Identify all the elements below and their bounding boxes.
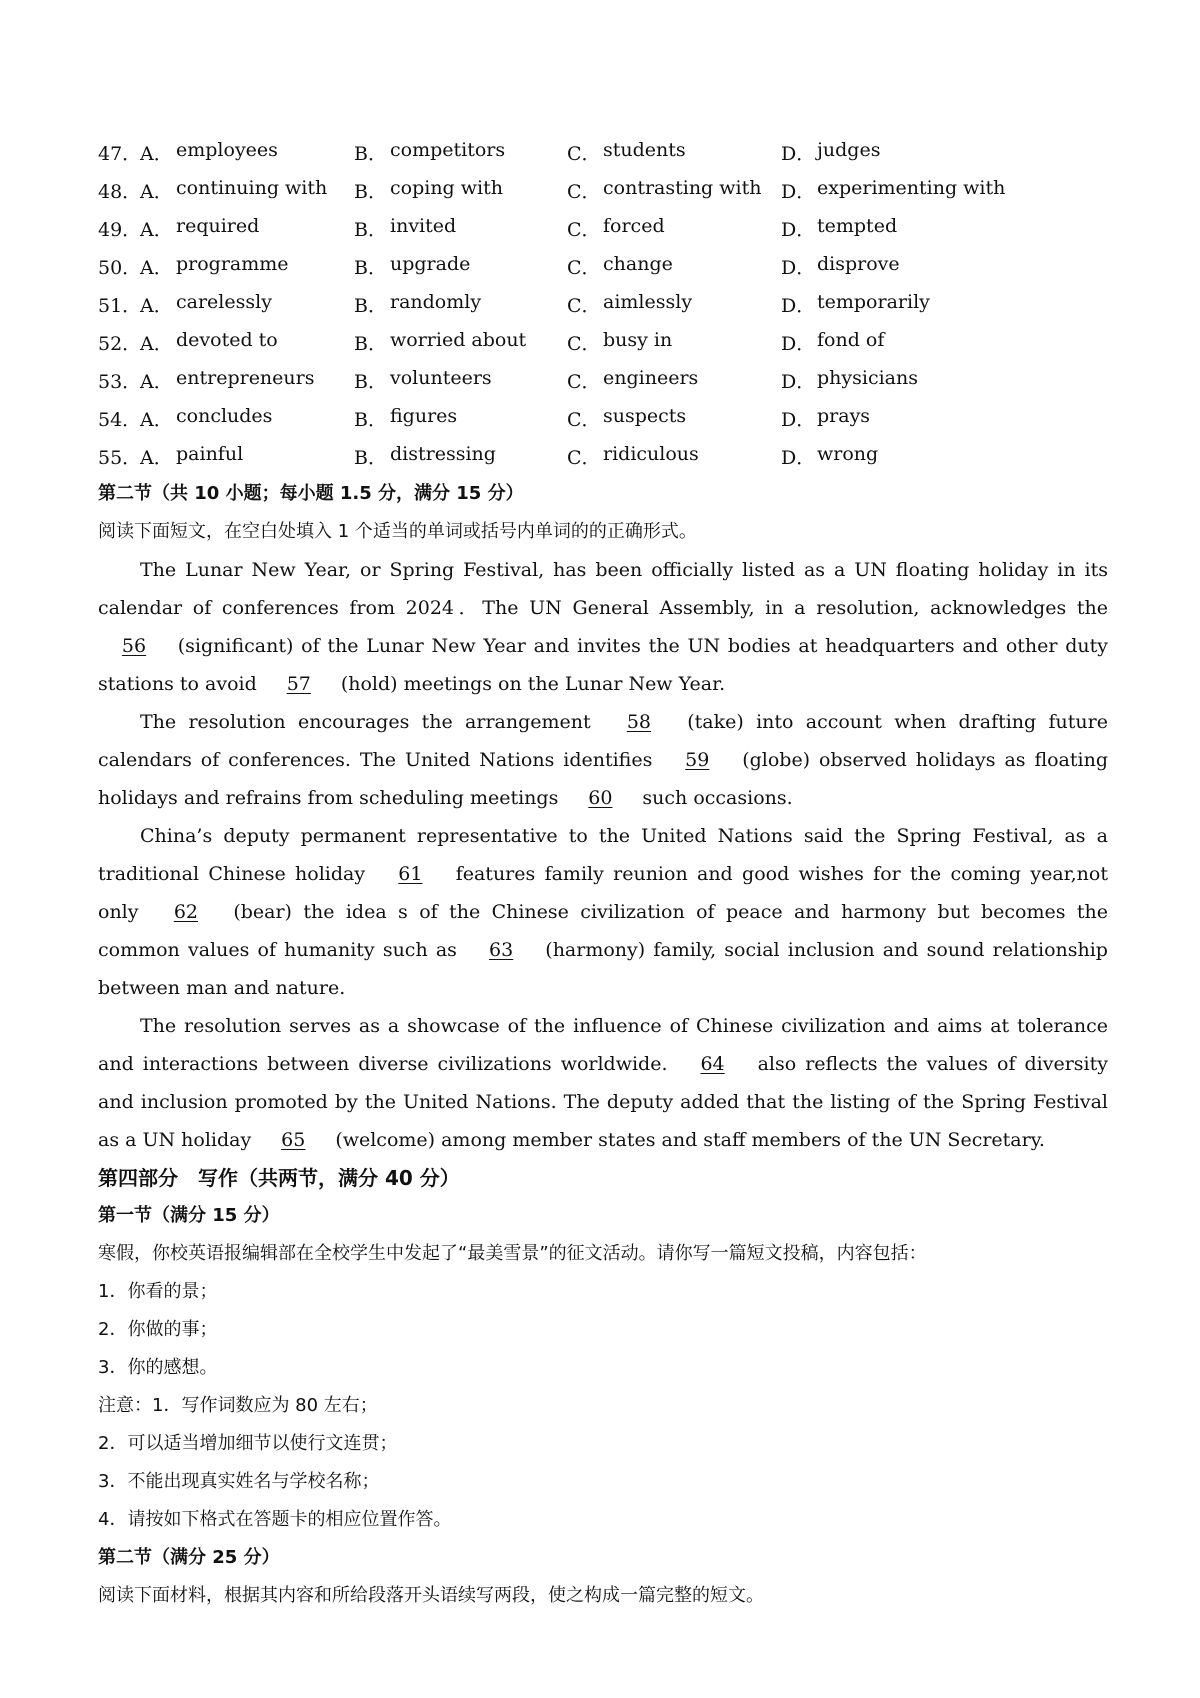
answer-option[interactable] — [140, 367, 354, 394]
answer-option[interactable] — [567, 443, 781, 470]
content-item-2: 2．你做的事； — [98, 1319, 218, 1340]
passage-paragraph-1: The Lunar New Year, or Spring Festival, has been officially listed as a UN floating holiday in its calendar of conferences from 2024．The UN General Assembly, in a resolution, acknowledges the 56 (significant) of the Lunar New Year and invites the UN bodies at headquarters and other duty stations to avoid 57 (hold) meetings on the Lunar New Year. — [98, 551, 1108, 703]
option-text: physicians — [817, 366, 918, 389]
option-text: temporarily — [817, 290, 930, 313]
mcq-row — [98, 133, 1108, 171]
option-letter: C． — [567, 294, 601, 317]
answer-option[interactable] — [567, 139, 781, 166]
answer-option[interactable] — [140, 291, 354, 318]
option-text: painful — [176, 442, 244, 465]
answer-option[interactable] — [567, 367, 781, 394]
mcq-list — [98, 133, 1108, 475]
option-letter: B． — [354, 332, 387, 355]
part4-section1-heading: 第一节（满分 15 分） — [98, 1205, 280, 1226]
question-number: 54． — [98, 408, 142, 431]
option-text: volunteers — [390, 366, 492, 389]
note-4: 4．请按如下格式在答题卡的相应位置作答。 — [98, 1509, 452, 1530]
answer-option[interactable] — [354, 253, 567, 280]
option-letter: A． — [140, 256, 173, 279]
option-letter: C． — [567, 256, 601, 279]
answer-option[interactable] — [781, 329, 1081, 356]
option-text: tempted — [817, 214, 898, 237]
option-letter: D． — [781, 408, 816, 431]
option-text: change — [603, 252, 673, 275]
option-text: distressing — [390, 442, 496, 465]
option-letter: D． — [781, 218, 816, 241]
answer-option[interactable] — [567, 329, 781, 356]
answer-option[interactable] — [781, 215, 1081, 242]
answer-option[interactable] — [567, 253, 781, 280]
option-text: experimenting with — [817, 176, 1006, 199]
answer-option[interactable] — [140, 215, 354, 242]
option-text: randomly — [390, 290, 482, 313]
blank-58[interactable]: 58 — [626, 711, 652, 733]
answer-option[interactable] — [567, 405, 781, 432]
answer-option[interactable] — [781, 405, 1081, 432]
passage-paragraph-3: China’s deputy permanent representative to the United Nations said the Spring Festival, as a traditional Chinese holiday 61 features family reunion and good wishes for the coming year,not only 62 (bear) the idea s of the Chinese civilization of peace and harmony but becomes the common values of humanity such as 63 (harmony) family, social inclusion and sound relationship between man and nature. — [98, 825, 1108, 999]
option-text: students — [603, 138, 686, 161]
part4-section2-prompt: 阅读下面材料，根据其内容和所给段落开头语续写两段，使之构成一篇完整的短文。 — [98, 1585, 764, 1606]
mcq-row — [98, 171, 1108, 209]
option-text: busy in — [603, 328, 673, 351]
answer-option[interactable] — [354, 367, 567, 394]
mcq-row — [98, 399, 1108, 437]
option-letter: B． — [354, 256, 387, 279]
content-item-3: 3．你的感想。 — [98, 1357, 218, 1378]
option-letter: C． — [567, 142, 601, 165]
option-letter: A． — [140, 218, 173, 241]
option-letter: A． — [140, 142, 173, 165]
option-letter: C． — [567, 332, 601, 355]
mcq-row — [98, 361, 1108, 399]
passage-paragraph-4: The resolution serves as a showcase of the influence of Chinese civilization and aims at tolerance and interactions between diverse civilizations worldwide. 64 also reflects the values of diversity and inclusion promoted by the United Nations. The deputy added that the listing of the Spring Festival as a UN holiday 65 (welcome) among member states and staff members of the UN Secretary. — [98, 1007, 1108, 1159]
note-2: 2．可以适当增加细节以使行文连贯； — [98, 1433, 398, 1454]
part4-heading: 第四部分 写作（共两节，满分 40 分） — [98, 1166, 460, 1190]
mcq-row — [98, 437, 1108, 475]
option-letter: D． — [781, 332, 816, 355]
option-text: fond of — [817, 328, 885, 351]
section2-heading: 第二节（共 10 小题；每小题 1.5 分，满分 15 分） — [98, 483, 524, 504]
option-letter: A． — [140, 294, 173, 317]
answer-option[interactable] — [140, 139, 354, 166]
option-letter: B． — [354, 370, 387, 393]
option-text: devoted to — [176, 328, 278, 351]
answer-option[interactable] — [781, 443, 1081, 470]
answer-option[interactable] — [354, 291, 567, 318]
answer-option[interactable] — [354, 215, 567, 242]
blank-61[interactable]: 61 — [398, 863, 423, 885]
option-text: contrasting with — [603, 176, 762, 199]
option-letter: C． — [567, 370, 601, 393]
part4-section1-prompt: 寒假，你校英语报编辑部在全校学生中发起了“最美雪景”的征文活动。请你写一篇短文投稿，内容包括： — [98, 1243, 927, 1264]
answer-option[interactable] — [140, 443, 354, 470]
answer-option[interactable] — [354, 139, 567, 166]
option-text: employees — [176, 138, 278, 161]
blank-57[interactable]: 57 — [286, 673, 311, 695]
answer-option[interactable] — [781, 139, 1081, 166]
answer-option[interactable] — [567, 177, 781, 204]
option-letter: B． — [354, 142, 387, 165]
option-letter: A． — [140, 180, 173, 203]
option-letter: C． — [567, 180, 601, 203]
content-item-1: 1．你看的景； — [98, 1281, 218, 1302]
answer-option[interactable] — [781, 253, 1081, 280]
option-text: figures — [390, 404, 458, 427]
answer-option[interactable] — [354, 443, 567, 470]
option-letter: D． — [781, 446, 816, 469]
option-text: upgrade — [390, 252, 471, 275]
answer-option[interactable] — [567, 291, 781, 318]
option-text: engineers — [603, 366, 699, 389]
answer-option[interactable] — [781, 367, 1081, 394]
option-text: coping with — [390, 176, 503, 199]
option-text: disprove — [817, 252, 900, 275]
option-text: worried about — [390, 328, 527, 351]
option-text: ridiculous — [603, 442, 699, 465]
option-letter: D． — [781, 142, 816, 165]
option-text: invited — [390, 214, 457, 237]
answer-option[interactable] — [781, 177, 1081, 204]
answer-option[interactable] — [354, 177, 567, 204]
option-text: prays — [817, 404, 871, 427]
option-text: forced — [603, 214, 665, 237]
answer-option[interactable] — [140, 329, 354, 356]
passage-paragraph-2: The resolution encourages the arrangement 58 (take) into account when drafting future calendars of conferences. The United Nations identifies 59 (globe) observed holidays as floating holidays and refrains from scheduling meetings 60 such occasions. — [98, 703, 1108, 817]
option-text: continuing with — [176, 176, 328, 199]
note-1: 注意：1．写作词数应为 80 左右； — [98, 1395, 378, 1416]
option-text: competitors — [390, 138, 506, 161]
answer-option[interactable] — [140, 405, 354, 432]
answer-option[interactable] — [140, 253, 354, 280]
option-text: judges — [817, 138, 881, 161]
option-letter: A． — [140, 370, 173, 393]
section2-instruction: 阅读下面短文，在空白处填入 1 个适当的单词或括号内单词的的正确形式。 — [98, 521, 697, 542]
question-number: 51． — [98, 294, 142, 317]
option-text: programme — [176, 252, 289, 275]
option-letter: B． — [354, 294, 387, 317]
option-letter: D． — [781, 256, 816, 279]
option-text: entrepreneurs — [176, 366, 315, 389]
option-letter: A． — [140, 332, 173, 355]
option-letter: D． — [781, 370, 816, 393]
option-letter: B． — [354, 218, 387, 241]
option-text: suspects — [603, 404, 687, 427]
blank-59[interactable]: 59 — [685, 749, 710, 771]
option-letter: D． — [781, 294, 816, 317]
option-letter: A． — [140, 446, 173, 469]
blank-60[interactable]: 60 — [588, 787, 613, 809]
blank-63[interactable]: 63 — [489, 939, 514, 961]
option-letter: C． — [567, 408, 601, 431]
blank-64[interactable]: 64 — [700, 1053, 725, 1075]
question-number: 52． — [98, 332, 142, 355]
option-letter: B． — [354, 180, 387, 203]
answer-option[interactable] — [781, 291, 1081, 318]
option-text: required — [176, 214, 260, 237]
mcq-row — [98, 285, 1108, 323]
note-3: 3．不能出现真实姓名与学校名称； — [98, 1471, 380, 1492]
answer-option[interactable] — [140, 177, 354, 204]
blank-62[interactable]: 62 — [173, 901, 198, 923]
answer-option[interactable] — [354, 329, 567, 356]
option-letter: D． — [781, 180, 816, 203]
answer-option[interactable] — [567, 215, 781, 242]
option-letter: A． — [140, 408, 173, 431]
question-number: 49． — [98, 218, 142, 241]
option-text: carelessly — [176, 290, 272, 313]
option-text: wrong — [817, 442, 879, 465]
mcq-row — [98, 209, 1108, 247]
option-letter: B． — [354, 408, 387, 431]
exam-page — [98, 133, 1108, 1615]
blank-56[interactable]: 56 — [121, 635, 147, 657]
question-number: 53． — [98, 370, 142, 393]
part4-section2-heading: 第二节（满分 25 分） — [98, 1547, 280, 1568]
question-number: 48． — [98, 180, 142, 203]
option-text: aimlessly — [603, 290, 693, 313]
mcq-row — [98, 247, 1108, 285]
answer-option[interactable] — [354, 405, 567, 432]
option-letter: C． — [567, 446, 601, 469]
question-number: 55． — [98, 446, 142, 469]
question-number: 47． — [98, 142, 142, 165]
option-text: concludes — [176, 404, 273, 427]
blank-65[interactable]: 65 — [281, 1129, 306, 1151]
option-letter: C． — [567, 218, 601, 241]
mcq-row — [98, 323, 1108, 361]
option-letter: B． — [354, 446, 387, 469]
question-number: 50． — [98, 256, 142, 279]
